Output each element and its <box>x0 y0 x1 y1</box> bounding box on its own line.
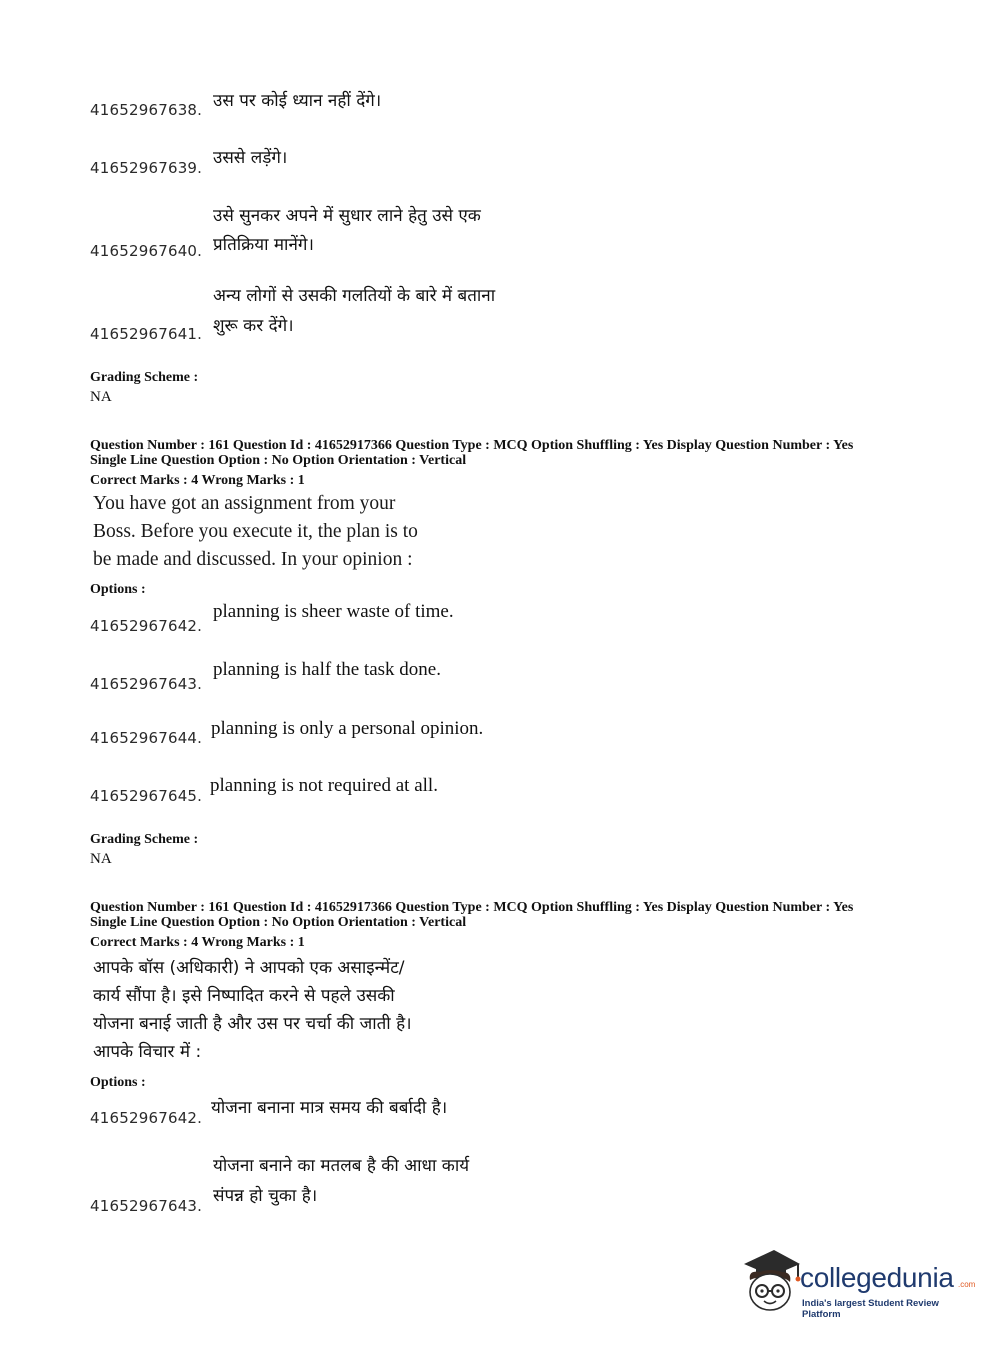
option-text: planning is only a personal opinion. <box>211 718 484 739</box>
grading-scheme-value: NA <box>90 851 112 867</box>
option-text: planning is half the task done. <box>213 659 441 680</box>
mascot-icon <box>740 1246 802 1312</box>
option-id: 41652967642. <box>90 617 203 635</box>
collegedunia-logo <box>740 1246 976 1320</box>
question-meta-line2: Single Line Question Option : No Option Orientation : Vertical <box>90 915 467 930</box>
logo-name: collegedunia <box>800 1262 954 1293</box>
question-text-line: You have got an assignment from your <box>93 493 396 514</box>
option-text: उससे लड़ेंगे। <box>213 148 288 168</box>
options-label: Options : <box>90 582 146 597</box>
option-text: planning is sheer waste of time. <box>213 601 454 622</box>
logo-com: .com <box>958 1280 976 1289</box>
option-text: अन्य लोगों से उसकी गलतियों के बारे में बताना <box>213 286 496 306</box>
question-text-line: Boss. Before you execute it, the plan is to <box>93 521 418 542</box>
option-text: planning is not required at all. <box>210 775 438 796</box>
option-id: 41652967644. <box>90 729 203 747</box>
option-text: शुरू कर देंगे। <box>213 316 294 336</box>
question-meta-line1: Question Number : 161 Question Id : 41652917366 Question Type : MCQ Option Shuffling : Yes Display Question Number : Yes <box>90 438 854 453</box>
question-text-line: कार्य सौंपा है। इसे निष्पादित करने से पहले उसकी <box>93 986 395 1006</box>
option-id: 41652967640. <box>90 242 203 260</box>
question-marks: Correct Marks : 4 Wrong Marks : 1 <box>90 935 305 950</box>
option-text: योजना बनाने का मतलब है की आधा कार्य <box>213 1156 470 1176</box>
question-meta-line1: Question Number : 161 Question Id : 41652917366 Question Type : MCQ Option Shuffling : Yes Display Question Number : Yes <box>90 900 854 915</box>
question-meta-line2: Single Line Question Option : No Option Orientation : Vertical <box>90 453 467 468</box>
option-id: 41652967645. <box>90 787 203 805</box>
option-text: प्रतिक्रिया मानेंगे। <box>213 235 314 255</box>
grading-scheme-label: Grading Scheme : <box>90 832 199 847</box>
option-id: 41652967639. <box>90 159 203 177</box>
question-text-line: आपके बॉस (अधिकारी) ने आपको एक असाइन्मेंट/ <box>93 958 405 978</box>
option-text: योजना बनाना मात्र समय की बर्बादी है। <box>211 1098 448 1118</box>
option-id: 41652967643. <box>90 675 203 693</box>
question-text-line: be made and discussed. In your opinion : <box>93 549 413 570</box>
question-text-line: आपके विचार में : <box>93 1042 202 1062</box>
grading-scheme-label: Grading Scheme : <box>90 370 199 385</box>
option-id: 41652967643. <box>90 1197 203 1215</box>
option-id: 41652967641. <box>90 325 203 343</box>
option-id: 41652967642. <box>90 1109 203 1127</box>
question-marks: Correct Marks : 4 Wrong Marks : 1 <box>90 473 305 488</box>
grading-scheme-value: NA <box>90 389 112 405</box>
option-id: 41652967638. <box>90 101 203 119</box>
option-text: उसे सुनकर अपने में सुधार लाने हेतु उसे एक <box>213 206 481 226</box>
option-text: उस पर कोई ध्यान नहीं देंगे। <box>213 91 382 111</box>
logo-tagline: India's largest Student Review Platform <box>802 1298 939 1320</box>
question-text-line: योजना बनाई जाती है और उस पर चर्चा की जाती है। <box>93 1014 412 1034</box>
options-label: Options : <box>90 1075 146 1090</box>
option-text: संपन्न हो चुका है। <box>213 1186 318 1206</box>
